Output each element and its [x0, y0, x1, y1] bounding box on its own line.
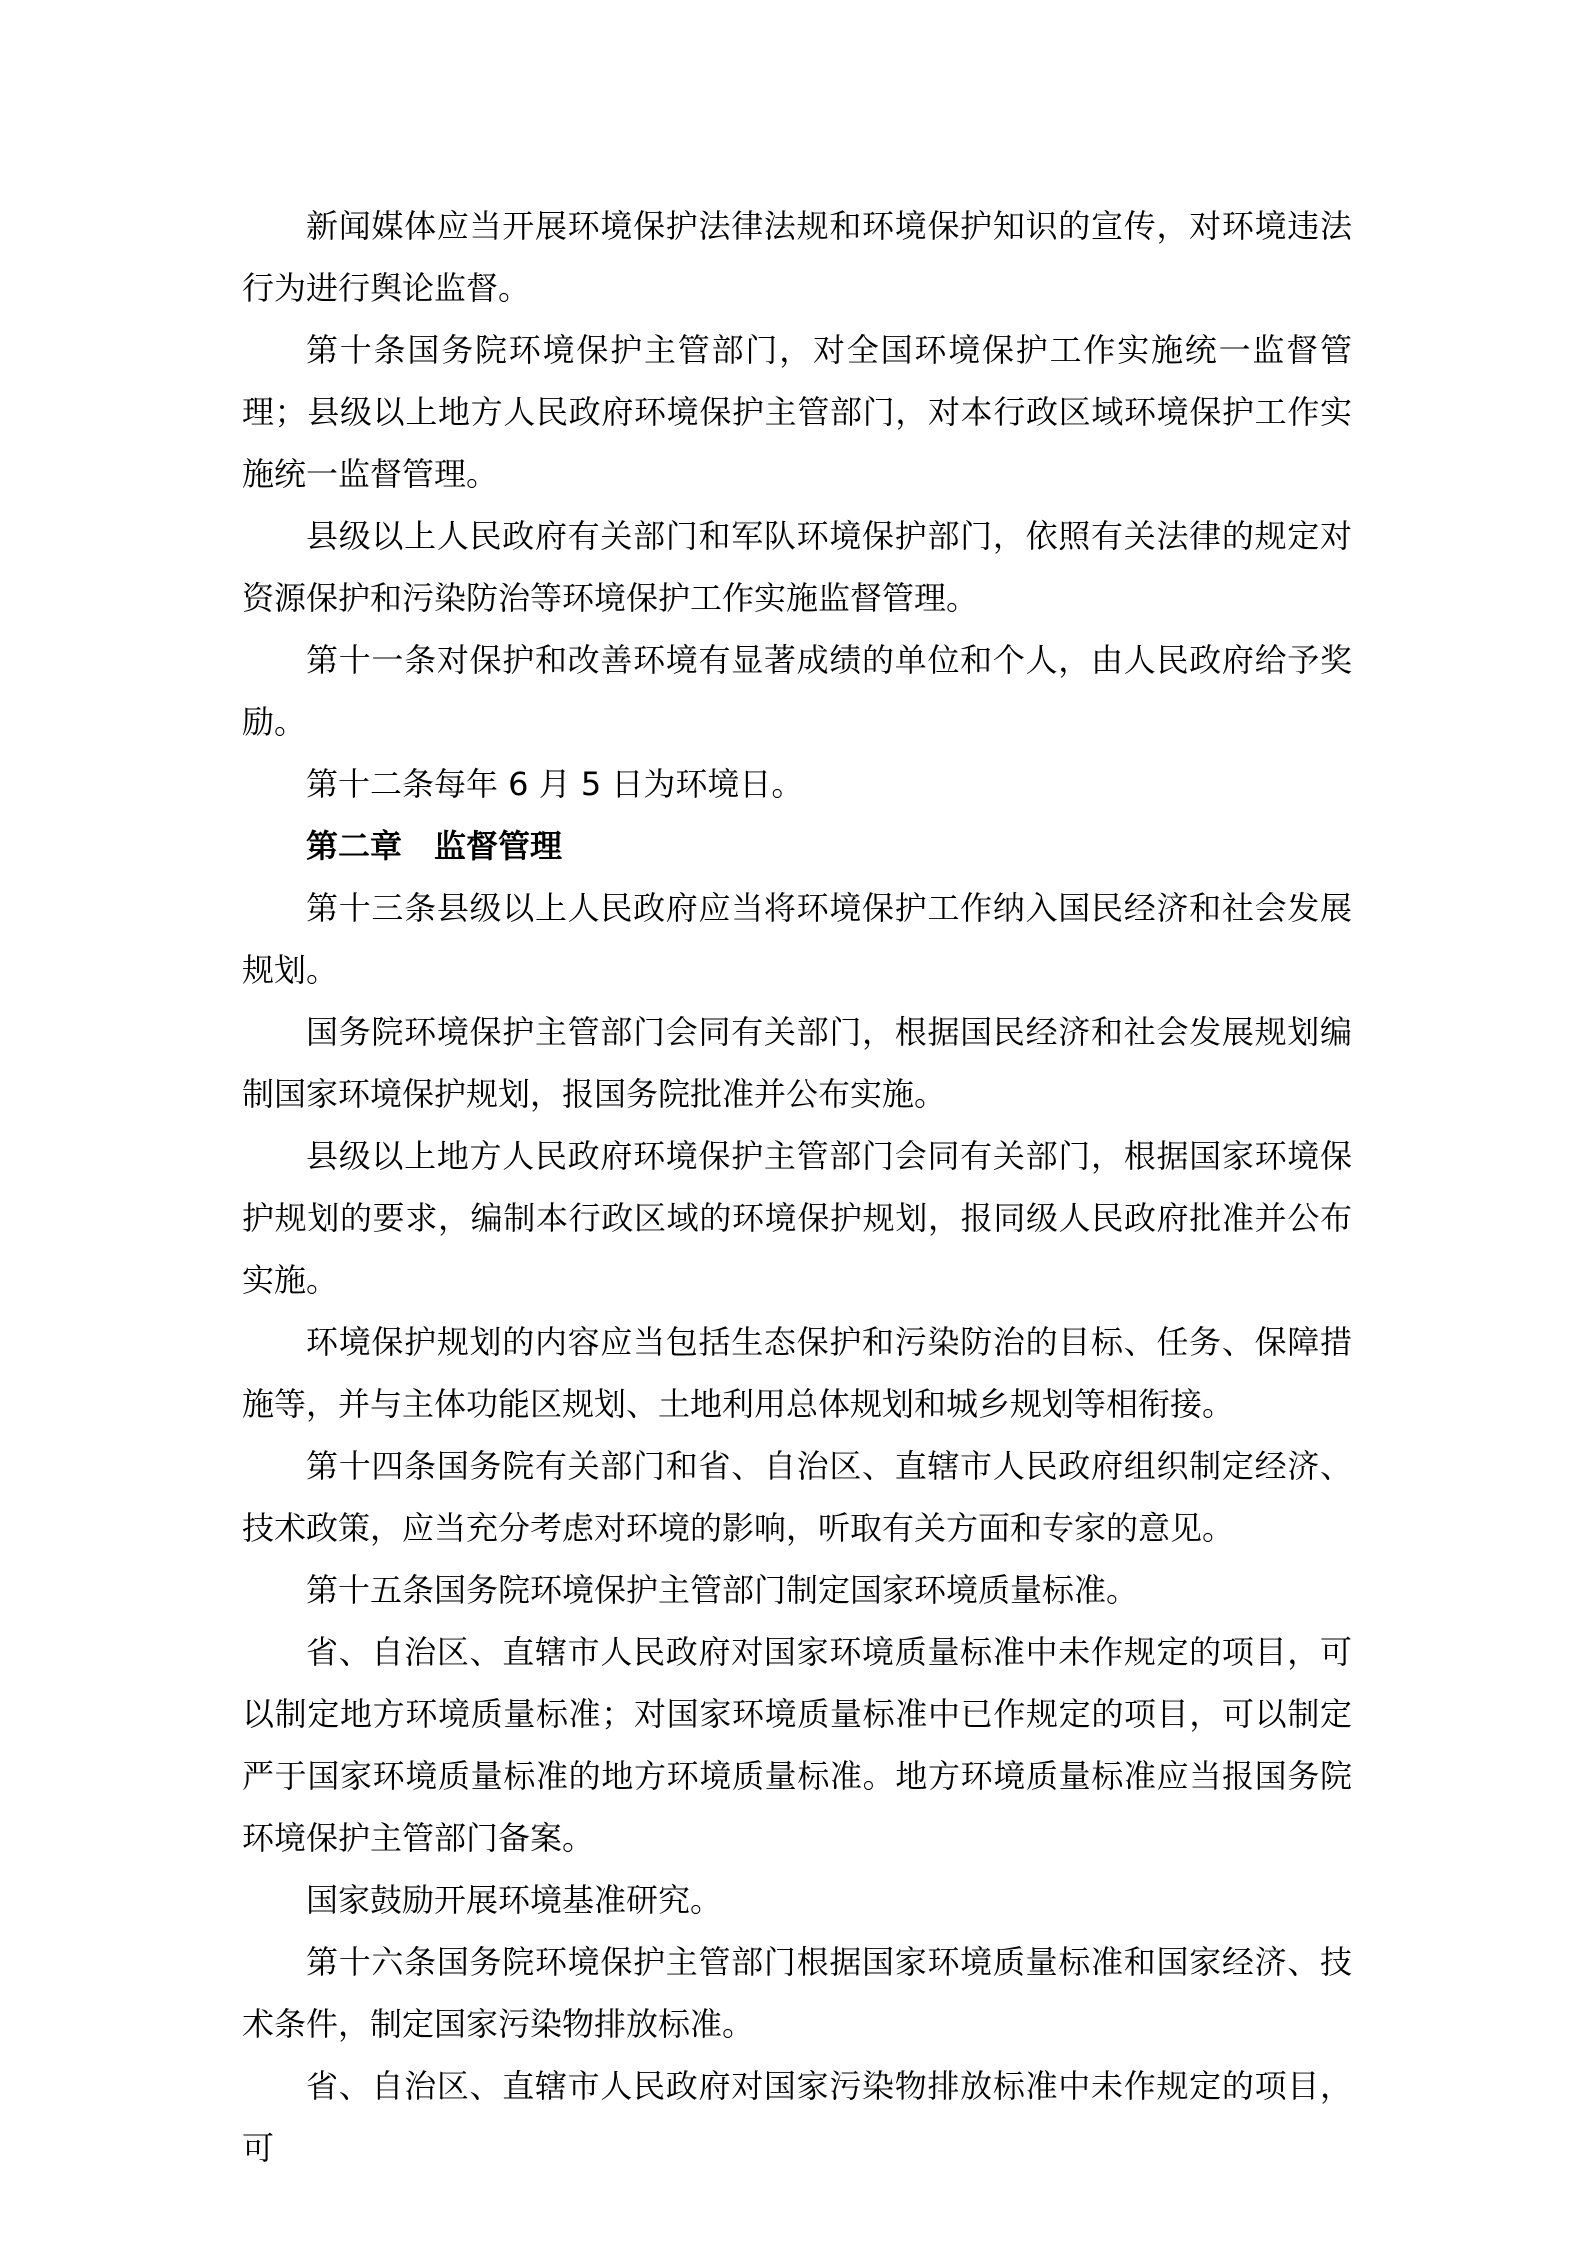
paragraph-article-13-local-plan: 县级以上地方人民政府环境保护主管部门会同有关部门，根据国家环境保护规划的要求，编制本行政区域的环境保护规划，报同级人民政府批准并公布实施。 [242, 1137, 1352, 1299]
paragraph-article-11: 第十一条对保护和改善环境有显著成绩的单位和个人，由人民政府给予奖励。 [242, 641, 1352, 741]
paragraph-article-13: 第十三条县级以上人民政府应当将环境保护工作纳入国民经济和社会发展规划。 [242, 889, 1352, 989]
paragraph-article-10: 第十条国务院环境保护主管部门，对全国环境保护工作实施统一监督管理；县级以上地方人民政府环境保护主管部门，对本行政区域环境保护工作实施统一监督管理。 [242, 331, 1352, 493]
paragraph-article-12: 第十二条每年 6 月 5 日为环境日。 [306, 765, 804, 803]
paragraph-article-15-baseline-research: 国家鼓励开展环境基准研究。 [306, 1881, 723, 1919]
paragraph-article-16-local-emission: 省、自治区、直辖市人民政府对国家污染物排放标准中未作规定的项目，可 [242, 2067, 1352, 2167]
paragraph-article-15: 第十五条国务院环境保护主管部门制定国家环境质量标准。 [306, 1571, 1139, 1609]
paragraph-article-10-military: 县级以上人民政府有关部门和军队环境保护部门，依照有关法律的规定对资源保护和污染防治等环境保护工作实施监督管理。 [242, 517, 1352, 617]
document-page [242, 195, 1352, 2179]
paragraph-article-13-plan-content: 环境保护规划的内容应当包括生态保护和污染防治的目标、任务、保障措施等，并与主体功能区规划、土地利用总体规划和城乡规划等相衔接。 [242, 1323, 1352, 1423]
paragraph-news-media: 新闻媒体应当开展环境保护法律法规和环境保护知识的宣传，对环境违法行为进行舆论监督。 [242, 207, 1352, 307]
paragraph-article-15-local-standards: 省、自治区、直辖市人民政府对国家环境质量标准中未作规定的项目，可以制定地方环境质量标准；对国家环境质量标准中已作规定的项目，可以制定严于国家环境质量标准的地方环境质量标准。地方环境质量标准应当报国务院环境保护主管部门备案。 [242, 1633, 1352, 1857]
paragraph-article-16: 第十六条国务院环境保护主管部门根据国家环境质量标准和国家经济、技术条件，制定国家污染物排放标准。 [242, 1943, 1352, 2043]
chapter-heading: 第二章 监督管理 [306, 827, 563, 865]
paragraph-article-13-state-plan: 国务院环境保护主管部门会同有关部门，根据国民经济和社会发展规划编制国家环境保护规划，报国务院批准并公布实施。 [242, 1013, 1352, 1113]
paragraph-article-14: 第十四条国务院有关部门和省、自治区、直辖市人民政府组织制定经济、技术政策，应当充分考虑对环境的影响，听取有关方面和专家的意见。 [242, 1447, 1352, 1547]
